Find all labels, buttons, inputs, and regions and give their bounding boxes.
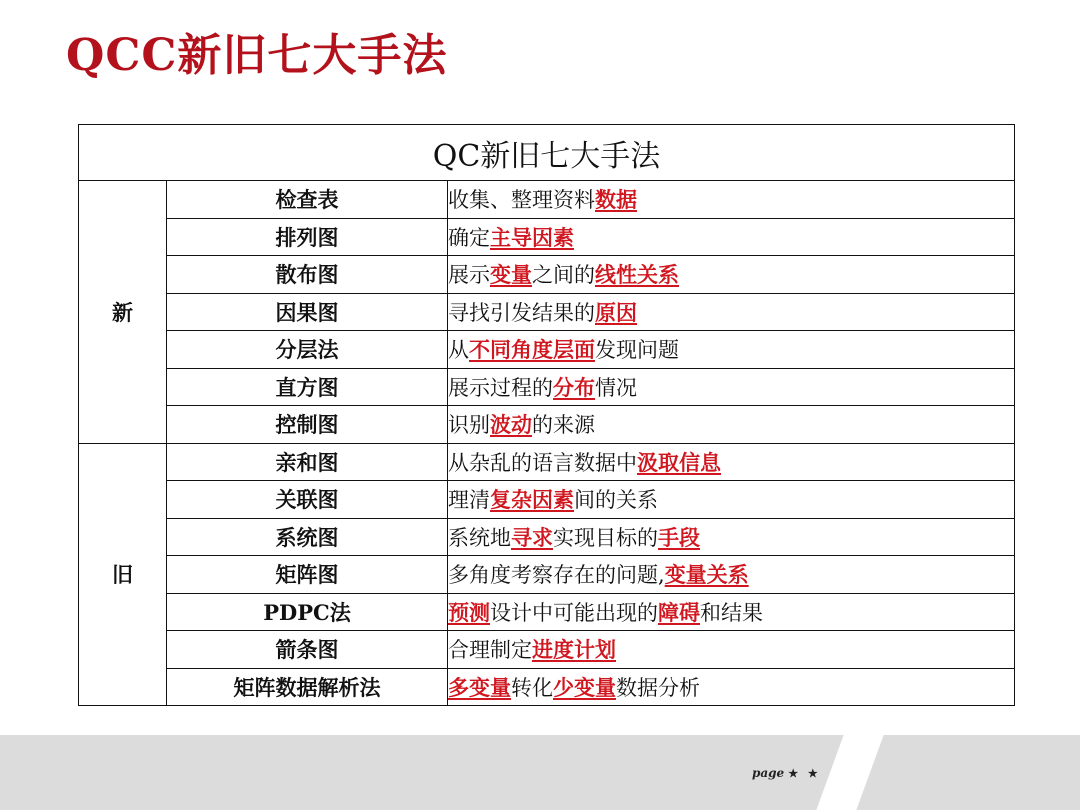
method-name: 亲和图 <box>167 443 448 481</box>
description-text: 的来源 <box>532 413 595 438</box>
table-header: QC新旧七大手法 <box>79 125 1015 181</box>
description-text: 展示过程的 <box>448 375 553 400</box>
method-name: 箭条图 <box>167 631 448 669</box>
table-row <box>79 443 1015 481</box>
footer-stars-icon: ★ ★ <box>788 767 821 780</box>
description-text: 和结果 <box>700 600 763 625</box>
method-description <box>448 631 1015 669</box>
highlight-keyword: 主导因素 <box>490 224 574 250</box>
method-name: 直方图 <box>167 368 448 406</box>
highlight-keyword: 线性关系 <box>595 262 679 288</box>
method-description <box>448 593 1015 631</box>
footer-logo <box>752 766 821 780</box>
highlight-keyword: 进度计划 <box>532 637 616 663</box>
slide-title: QCC新旧七大手法 <box>66 30 448 81</box>
highlight-keyword: 变量关系 <box>664 562 749 588</box>
highlight-keyword: 复杂因素 <box>490 487 574 513</box>
highlight-keyword: 手段 <box>658 524 700 550</box>
description-text: 从杂乱的语言数据中 <box>448 450 637 475</box>
table-row <box>79 293 1015 331</box>
method-name: 关联图 <box>167 481 448 519</box>
highlight-keyword: 原因 <box>595 299 637 325</box>
table-row <box>79 368 1015 406</box>
description-text: 收集、整理资料 <box>448 188 595 213</box>
table-row <box>79 593 1015 631</box>
method-name: 因果图 <box>167 293 448 331</box>
highlight-keyword: 波动 <box>490 412 532 438</box>
method-name: 矩阵图 <box>167 556 448 594</box>
description-text: 展示 <box>448 263 490 288</box>
highlight-keyword: 寻求 <box>511 524 553 550</box>
table-row <box>79 181 1015 219</box>
highlight-keyword: 数据 <box>595 187 637 213</box>
table-row <box>79 331 1015 369</box>
method-name: 分层法 <box>167 331 448 369</box>
description-text: 理清 <box>448 488 490 513</box>
highlight-keyword: 分布 <box>553 374 595 400</box>
method-description <box>448 668 1015 706</box>
description-text: 从 <box>448 338 469 363</box>
description-text: 发现问题 <box>595 338 679 363</box>
method-description <box>448 181 1015 219</box>
table-body <box>79 181 1015 706</box>
highlight-keyword: 少变量 <box>553 674 616 700</box>
description-text: 实现目标的 <box>553 525 658 550</box>
method-description <box>448 406 1015 444</box>
method-name: PDPC法 <box>167 593 448 631</box>
description-text: 合理制定 <box>448 638 532 663</box>
description-text: 数据分析 <box>616 675 700 700</box>
table-row <box>79 481 1015 519</box>
method-description <box>448 218 1015 256</box>
method-description <box>448 443 1015 481</box>
highlight-keyword: 不同角度层面 <box>469 337 595 363</box>
table-row <box>79 256 1015 294</box>
table-row <box>79 631 1015 669</box>
table-row <box>79 556 1015 594</box>
highlight-keyword: 多变量 <box>448 674 511 700</box>
method-description <box>448 518 1015 556</box>
highlight-keyword: 预测 <box>448 599 490 625</box>
description-text: 转化 <box>511 675 553 700</box>
description-text: 确定 <box>448 225 490 250</box>
description-text: 设计中可能出现的 <box>490 600 658 625</box>
method-description <box>448 556 1015 594</box>
table-row <box>79 668 1015 706</box>
description-text: 系统地 <box>448 525 511 550</box>
footer-band <box>0 735 1080 810</box>
method-name: 检查表 <box>167 181 448 219</box>
description-text: 之间的 <box>532 263 595 288</box>
table-row <box>79 518 1015 556</box>
method-name: 系统图 <box>167 518 448 556</box>
method-description <box>448 368 1015 406</box>
method-description <box>448 256 1015 294</box>
method-name: 控制图 <box>167 406 448 444</box>
table-row <box>79 218 1015 256</box>
group-label: 旧 <box>79 443 167 706</box>
description-text: 间的关系 <box>574 488 658 513</box>
description-text: 情况 <box>595 375 637 400</box>
method-description <box>448 293 1015 331</box>
qc-methods-table <box>78 124 1015 706</box>
method-name: 排列图 <box>167 218 448 256</box>
highlight-keyword: 障碍 <box>658 599 700 625</box>
method-name: 散布图 <box>167 256 448 294</box>
table-row <box>79 406 1015 444</box>
highlight-keyword: 变量 <box>490 262 532 288</box>
description-text: 寻找引发结果的 <box>448 300 595 325</box>
group-label: 新 <box>79 181 167 444</box>
description-text: 多角度考察存在的问题, <box>448 563 665 588</box>
highlight-keyword: 汲取信息 <box>637 449 721 475</box>
method-description <box>448 481 1015 519</box>
method-name: 矩阵数据解析法 <box>167 668 448 706</box>
description-text: 识别 <box>448 413 490 438</box>
method-description <box>448 331 1015 369</box>
footer-logo-text: page <box>752 766 785 780</box>
